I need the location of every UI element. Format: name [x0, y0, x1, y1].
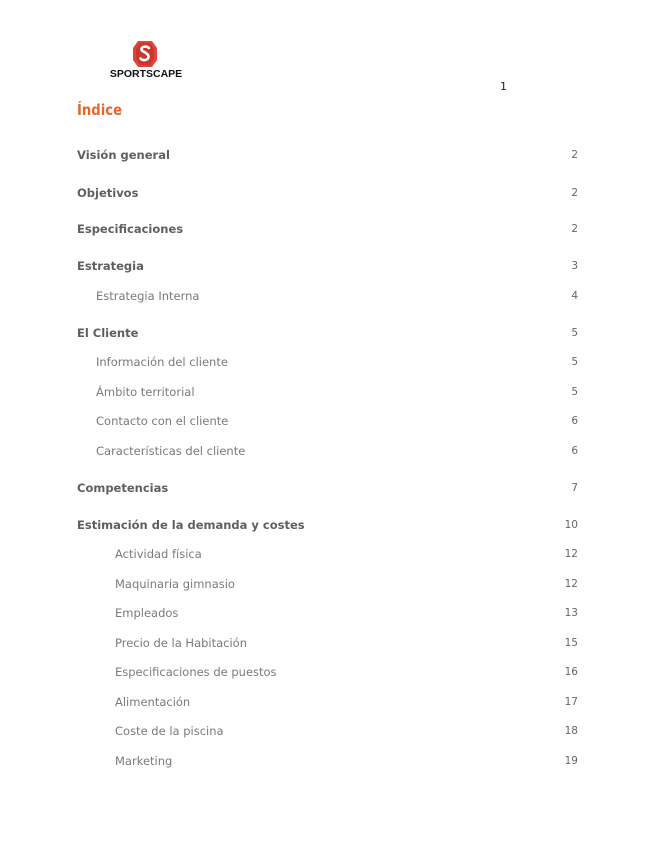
toc-entry-label: Especificaciones — [77, 222, 184, 236]
toc-entry-page-number: 6 — [571, 445, 578, 457]
toc-entry-label: Características del cliente — [96, 444, 246, 458]
toc-entry[interactable] — [77, 605, 578, 621]
page-number: 1 — [500, 80, 507, 93]
toc-entry-page-number: 2 — [571, 187, 578, 199]
toc-entry-label: Coste de la piscina — [115, 724, 224, 738]
toc-entry[interactable] — [77, 288, 578, 304]
toc-entry-label: Estimación de la demanda y costes — [77, 518, 305, 532]
toc-entry-page-number: 19 — [564, 755, 578, 767]
toc-entry[interactable] — [77, 517, 578, 533]
toc-entry[interactable] — [77, 635, 578, 651]
toc-entry[interactable] — [77, 753, 578, 769]
toc-entry[interactable] — [77, 443, 578, 459]
toc-title: Índice — [77, 101, 123, 119]
toc-entry-label: El Cliente — [77, 326, 139, 340]
toc-entry-label: Contacto con el cliente — [96, 414, 229, 428]
toc-entry-label: Información del cliente — [96, 355, 228, 369]
toc-entry-page-number: 17 — [564, 696, 578, 708]
toc-entry[interactable] — [77, 221, 578, 237]
toc-entry[interactable] — [77, 723, 578, 739]
toc-entry-page-number: 4 — [571, 290, 578, 302]
toc-entry-page-number: 5 — [571, 356, 578, 368]
toc-entry-page-number: 12 — [564, 578, 578, 590]
toc-entry[interactable] — [77, 354, 578, 370]
logo-wordmark: SPORTSCAPE — [109, 68, 183, 80]
toc-entry[interactable] — [77, 413, 578, 429]
toc-entry-label: Competencias — [77, 481, 169, 495]
toc-entry[interactable] — [77, 384, 578, 400]
toc-entry[interactable] — [77, 185, 578, 201]
toc-entry-page-number: 16 — [564, 666, 578, 678]
toc-entry-label: Especificaciones de puestos — [115, 665, 277, 679]
toc-entry[interactable] — [77, 664, 578, 680]
toc-entry-label: Visión general — [77, 148, 170, 162]
toc-entry[interactable] — [77, 258, 578, 274]
toc-entry-page-number: 18 — [564, 725, 578, 737]
toc-entry-label: Objetivos — [77, 186, 139, 200]
toc-entry-page-number: 7 — [571, 482, 578, 494]
toc-entry-label: Marketing — [115, 754, 173, 768]
toc-entry-page-number: 12 — [564, 548, 578, 560]
toc-entry[interactable] — [77, 576, 578, 592]
toc-entry-page-number: 5 — [571, 386, 578, 398]
toc-entry[interactable] — [77, 546, 578, 562]
toc-entry-label: Precio de la Habitación — [115, 636, 248, 650]
toc-entry-page-number: 3 — [571, 260, 578, 272]
toc-entry-page-number: 5 — [571, 327, 578, 339]
toc-entry-page-number: 10 — [564, 519, 578, 531]
toc-entry-page-number: 13 — [564, 607, 578, 619]
toc-entry-label: Ámbito territorial — [96, 385, 195, 399]
toc-entry-label: Alimentación — [115, 695, 191, 709]
toc-entry[interactable] — [77, 147, 578, 163]
toc-entry-page-number: 2 — [571, 223, 578, 235]
toc-entry[interactable] — [77, 480, 578, 496]
toc-entry-page-number: 15 — [564, 637, 578, 649]
toc-entry-label: Empleados — [115, 606, 179, 620]
toc-entry-page-number: 2 — [571, 149, 578, 161]
toc-entry-label: Maquinaria gimnasio — [115, 577, 235, 591]
toc-entry[interactable] — [77, 694, 578, 710]
toc-entry-page-number: 6 — [571, 415, 578, 427]
toc-entry[interactable] — [77, 325, 578, 341]
toc-entry-label: Estrategia Interna — [96, 289, 200, 303]
toc-entry-label: Estrategia — [77, 259, 144, 273]
toc-entry-label: Actividad física — [115, 547, 202, 561]
